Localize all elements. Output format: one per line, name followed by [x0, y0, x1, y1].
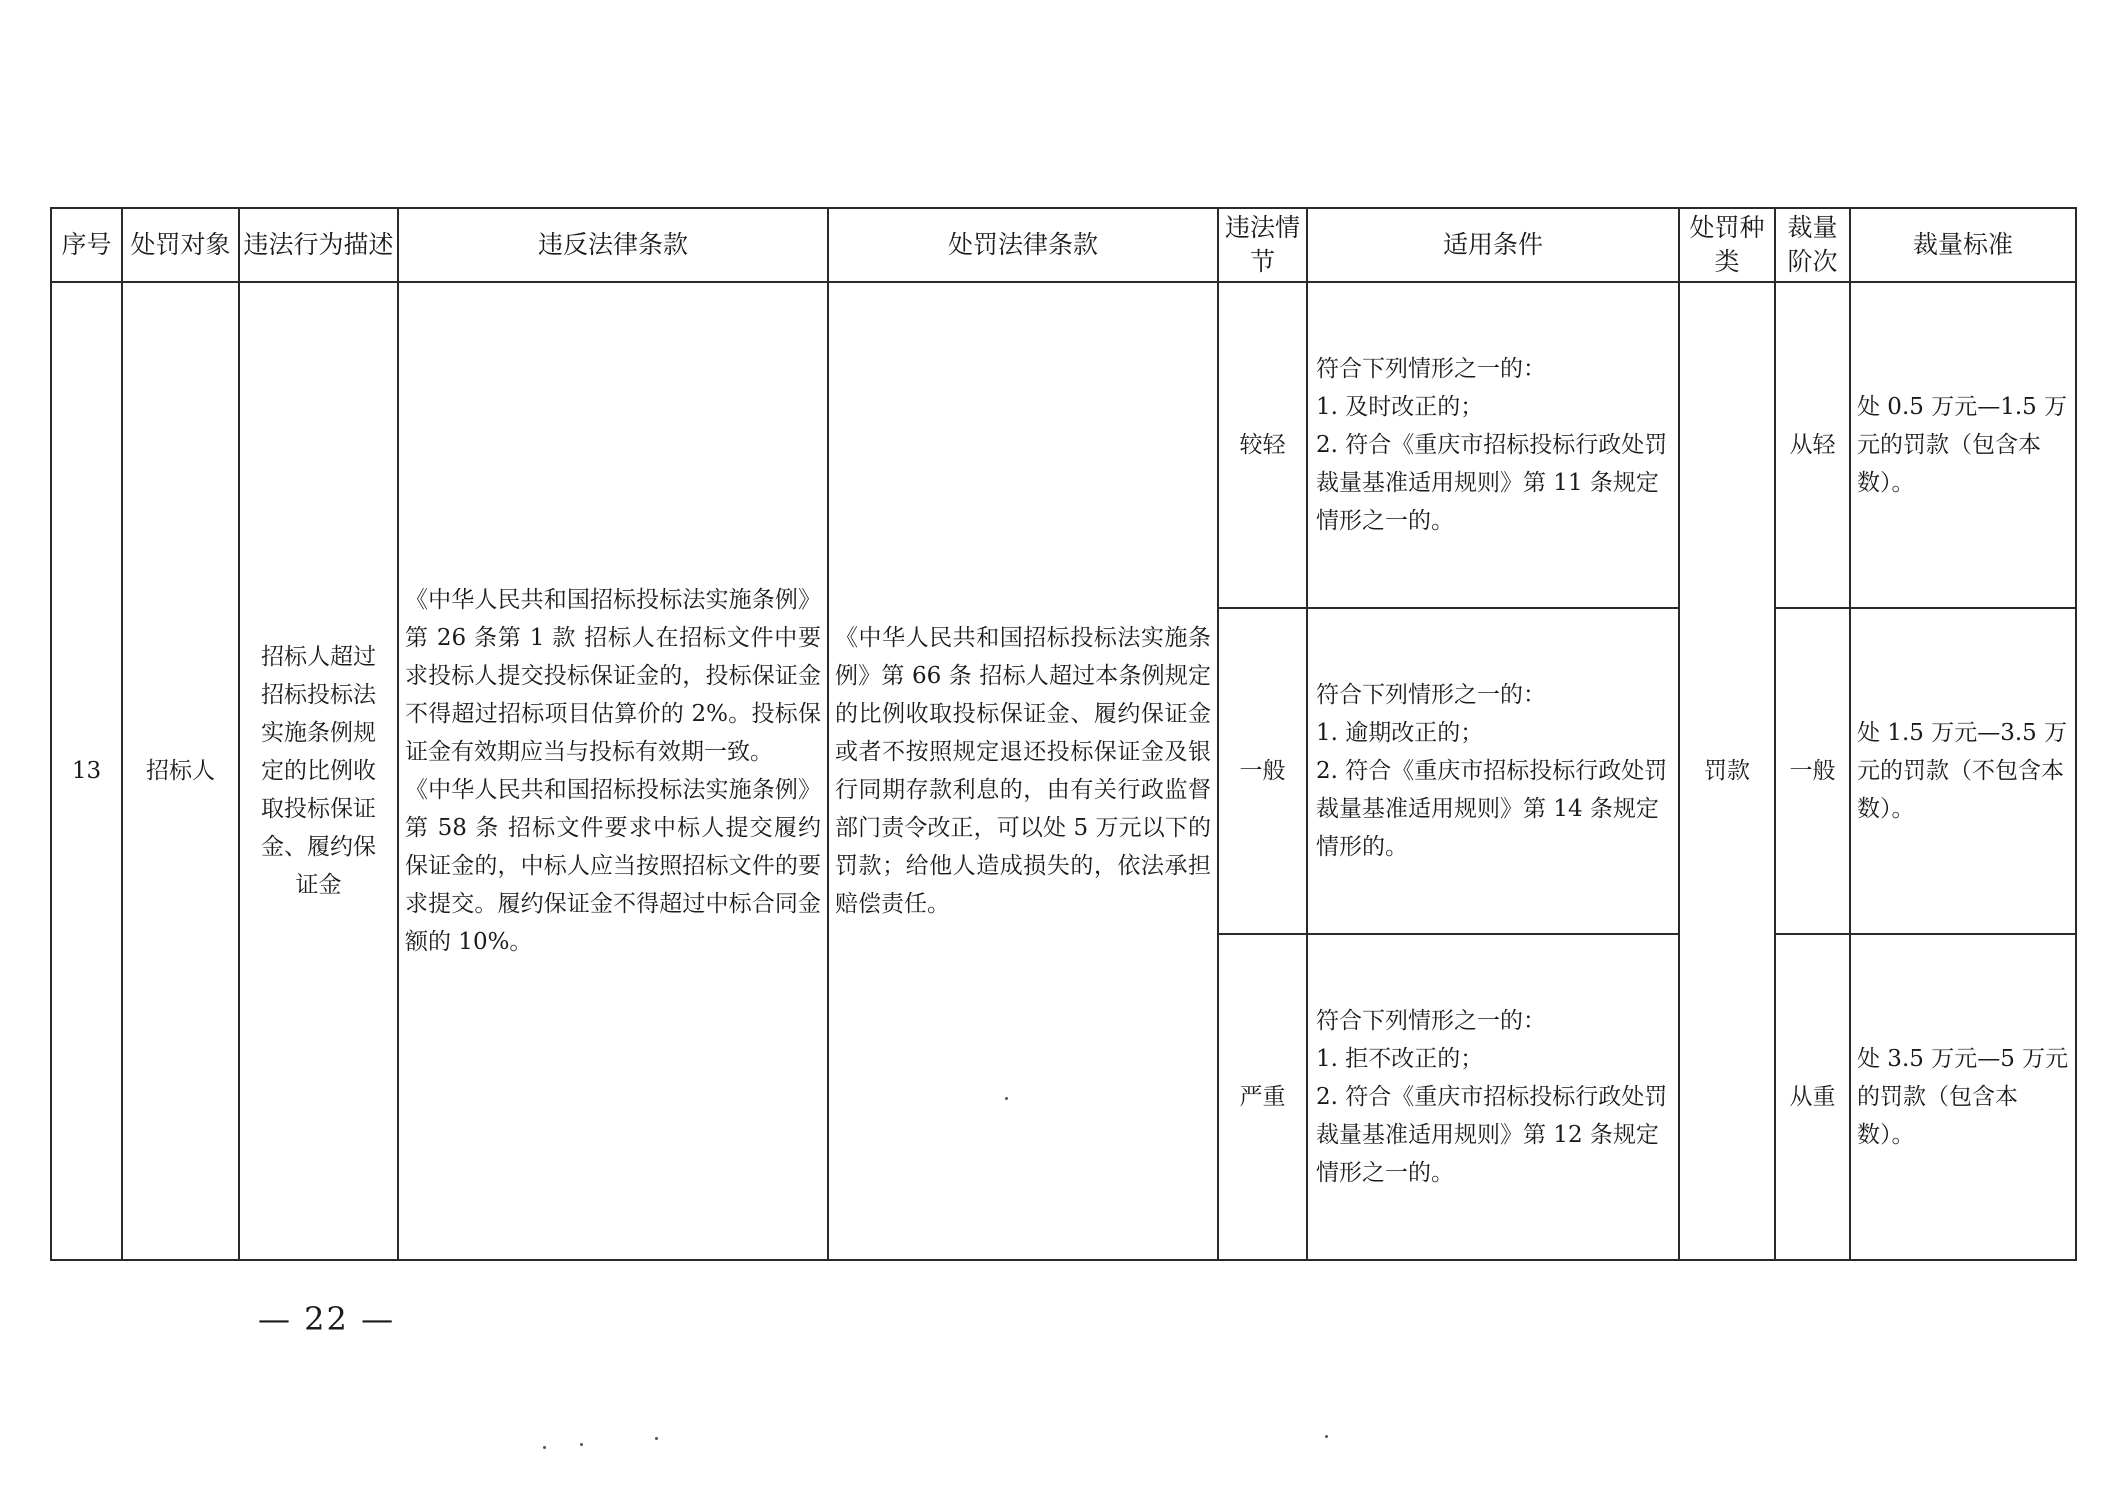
table-header-row: [51, 208, 2076, 282]
row-description: 招标人超过招标投标法实施条例规定的比例收取投标保证金、履约保证金: [239, 282, 398, 1260]
table-row: [51, 282, 2076, 608]
level-circumstance-severe: 严重: [1218, 934, 1307, 1260]
header-circumstance: 违法情节: [1218, 208, 1307, 282]
condition-line: 2. 符合《重庆市招标投标行政处罚裁量基准适用规则》第 11 条规定情形之一的。: [1316, 432, 1668, 534]
level-standard-general: 处 1.5 万元—3.5 万元的罚款（不包含本数）。: [1850, 608, 2076, 934]
row-penalty-type: 罚款: [1679, 282, 1775, 1260]
level-stage-severe: 从重: [1775, 934, 1850, 1260]
condition-line: 1. 逾期改正的；: [1316, 720, 1484, 746]
level-conditions-severe: [1307, 934, 1679, 1260]
condition-line: 1. 及时改正的；: [1316, 394, 1484, 420]
header-seq: 序号: [51, 208, 122, 282]
condition-line: 符合下列情形之一的：: [1316, 356, 1546, 382]
header-standard: 裁量标准: [1850, 208, 2076, 282]
scan-speck: [655, 1437, 658, 1440]
condition-line: 1. 拒不改正的；: [1316, 1046, 1484, 1072]
scan-speck: [1325, 1435, 1328, 1438]
header-target: 处罚对象: [122, 208, 239, 282]
scan-speck: [580, 1443, 583, 1446]
row-target: 招标人: [122, 282, 239, 1260]
header-violated-clause: 违反法律条款: [398, 208, 828, 282]
level-stage-general: 一般: [1775, 608, 1850, 934]
level-circumstance-light: 较轻: [1218, 282, 1307, 608]
row-violated-clause: 《中华人民共和国招标投标法实施条例》第 26 条第 1 款 招标人在招标文件中要求投标人提交投标保证金的，投标保证金不得超过招标项目估算价的 2%。投标保证金有效期应当与投标有效期一致。 《中华人民共和国招标投标法实施条例》第 58 条 招标文件要求中标人提交履约保证金的，中标人应当按照招标文件的要求提交。履约保证金不得超过中标合同金额的 10%。: [398, 282, 828, 1260]
level-stage-light: 从轻: [1775, 282, 1850, 608]
condition-line: 2. 符合《重庆市招标投标行政处罚裁量基准适用规则》第 12 条规定情形之一的。: [1316, 1084, 1668, 1186]
condition-line: 2. 符合《重庆市招标投标行政处罚裁量基准适用规则》第 14 条规定情形的。: [1316, 758, 1668, 860]
scan-speck: [543, 1446, 546, 1449]
header-penalty-clause: 处罚法律条款: [828, 208, 1218, 282]
scan-speck: [1005, 1097, 1008, 1100]
header-stage: 裁量阶次: [1775, 208, 1850, 282]
condition-line: 符合下列情形之一的：: [1316, 1008, 1546, 1034]
level-standard-severe: 处 3.5 万元—5 万元的罚款（包含本数）。: [1850, 934, 2076, 1260]
condition-line: 符合下列情形之一的：: [1316, 682, 1546, 708]
level-standard-light: 处 0.5 万元—1.5 万元的罚款（包含本数）。: [1850, 282, 2076, 608]
level-conditions-light: [1307, 282, 1679, 608]
level-circumstance-general: 一般: [1218, 608, 1307, 934]
row-penalty-clause: 《中华人民共和国招标投标法实施条例》第 66 条 招标人超过本条例规定的比例收取投标保证金、履约保证金或者不按照规定退还投标保证金及银行同期存款利息的，由有关行政监督部门责令改正，可以处 5 万元以下的罚款；给他人造成损失的，依法承担赔偿责任。: [828, 282, 1218, 1260]
row-seq: 13: [51, 282, 122, 1260]
header-penalty-type: 处罚种类: [1679, 208, 1775, 282]
page-number: — 22 —: [258, 1300, 396, 1338]
header-description: 违法行为描述: [239, 208, 398, 282]
level-conditions-general: [1307, 608, 1679, 934]
penalty-discretion-table: [50, 207, 2077, 1261]
header-conditions: 适用条件: [1307, 208, 1679, 282]
